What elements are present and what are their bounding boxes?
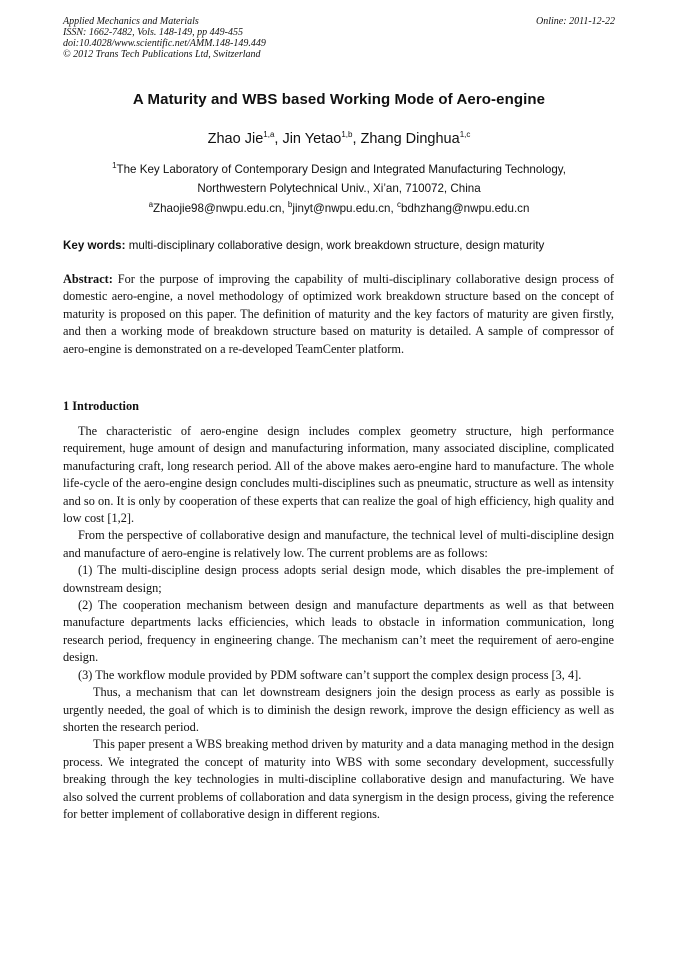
- author-name: Zhang Dinghua: [360, 131, 460, 147]
- affiliation: [0, 160, 678, 198]
- journal-header: [63, 16, 615, 60]
- paragraph: The characteristic of aero-engine design includes complex geometry structure, high performance requirement, huge amount of design and manufacturing information, many associated discipline, complicated manufacturing craft, long research period. All of the above makes aero-engine hard to manufacture. The whole life-cycle of the aero-engine design concludes multi-disciplines such as pneumatic, structure as well as intensity and so on. It is only by cooperation of these experts that can realize the goal of high efficiency, high quality and low cost [1,2].: [63, 424, 614, 526]
- author-affil-mark: 1,b: [341, 130, 353, 140]
- issn-line: ISSN: 1662-7482, Vols. 148-149, pp 449-455: [63, 27, 243, 38]
- affiliation-mark: 1: [112, 161, 117, 171]
- email-address: bdhzhang@nwpu.edu.cn: [400, 202, 530, 215]
- copyright-line: © 2012 Trans Tech Publications Ltd, Switzerland: [63, 49, 261, 60]
- abstract: [63, 271, 614, 358]
- author-list: Zhao Jie$^{1,a}$, Jin Yetao$^{1,b}$, Zhang Dinghua$^{1,c}$: [207, 130, 471, 147]
- email-address: Zhaojie98@nwpu.edu.cn: [153, 202, 282, 215]
- author-affil-mark: 1,a: [263, 130, 275, 140]
- keywords-label: Key words:: [63, 239, 126, 252]
- abstract-text: For the purpose of improving the capability of multi-disciplinary collaborative design process of domestic aero-engine, a novel methodology of optimized work breakdown structure based on the concept of maturity is proposed on this paper. The definition of maturity and the key factors of maturity are given firstly, and then a working mode of breakdown structure based on maturity is detailed. A sample of compressor of aero-engine is demonstrated on a re-developed TeamCenter platform.: [63, 272, 614, 356]
- abstract-label: Abstract:: [63, 272, 113, 286]
- affiliation-line2: Northwestern Polytechnical Univ., Xi’an, 710072, China: [197, 182, 481, 195]
- paragraph: Thus, a mechanism that can let downstream designers join the design process as early as possible is urgently needed, the goal of which is to diminish the design rework, improve the design efficiency as well as shorten the research period.: [63, 685, 614, 734]
- keywords-text: multi-disciplinary collaborative design, work breakdown structure, design maturity: [125, 239, 545, 252]
- email-mark: c: [396, 200, 401, 210]
- email-address: jinyt@nwpu.edu.cn: [292, 202, 391, 215]
- affiliation-line1: The Key Laboratory of Contemporary Design and Integrated Manufacturing Technology,: [116, 163, 566, 176]
- paper-title: A Maturity and WBS based Working Mode of Aero-engine: [132, 91, 546, 108]
- author-name: Zhao Jie: [207, 131, 264, 147]
- email-mark: a: [148, 200, 154, 210]
- doi-line: doi:10.4028/www.scientific.net/AMM.148-149.449: [63, 38, 266, 49]
- introduction-body: [63, 423, 614, 823]
- paragraph: This paper present a WBS breaking method driven by maturity and a data managing method in the design process. We integrated the concept of maturity into WBS with some secondary development, successfully breaking through the key technologies in multi-discipline collaborative design and manufacturing. We have also solved the current problems of collaboration and data synergism in the design process, giving the reference for better implement of collaborative design in different regions.: [63, 737, 614, 821]
- paragraph: From the perspective of collaborative design and manufacture, the technical level of multi-discipline design and manufacture of aero-engine is relatively low. The current problems are as follows:: [63, 528, 614, 560]
- email-mark: b: [287, 200, 293, 210]
- author-name: Jin Yetao: [282, 131, 342, 147]
- list-item: (1) The multi-discipline design process adopts serial design mode, which disables the pre-implement of downstream design;: [63, 563, 614, 595]
- author-emails: $^a$Zhaojie98@nwpu.edu.cn, $^b$jinyt@nwpu.edu.cn, $^c$bdhzhang@nwpu.edu.cn: [148, 200, 530, 215]
- author-affil-mark: 1,c: [459, 130, 471, 140]
- section-heading: 1 Introduction: [63, 399, 139, 413]
- keywords: [63, 239, 623, 252]
- online-date: Online: 2011-12-22: [536, 16, 615, 27]
- journal-name: Applied Mechanics and Materials: [63, 16, 199, 27]
- list-item: (3) The workflow module provided by PDM software can’t support the complex design process [3, 4].: [78, 667, 582, 682]
- list-item: (2) The cooperation mechanism between design and manufacture departments as well as that between manufacture departments lacks efficiencies, which leads to obstacle in information communication, long research period, frequency in engineering change. The mechanism can’t meet the requirement of aero-engine design.: [63, 598, 614, 665]
